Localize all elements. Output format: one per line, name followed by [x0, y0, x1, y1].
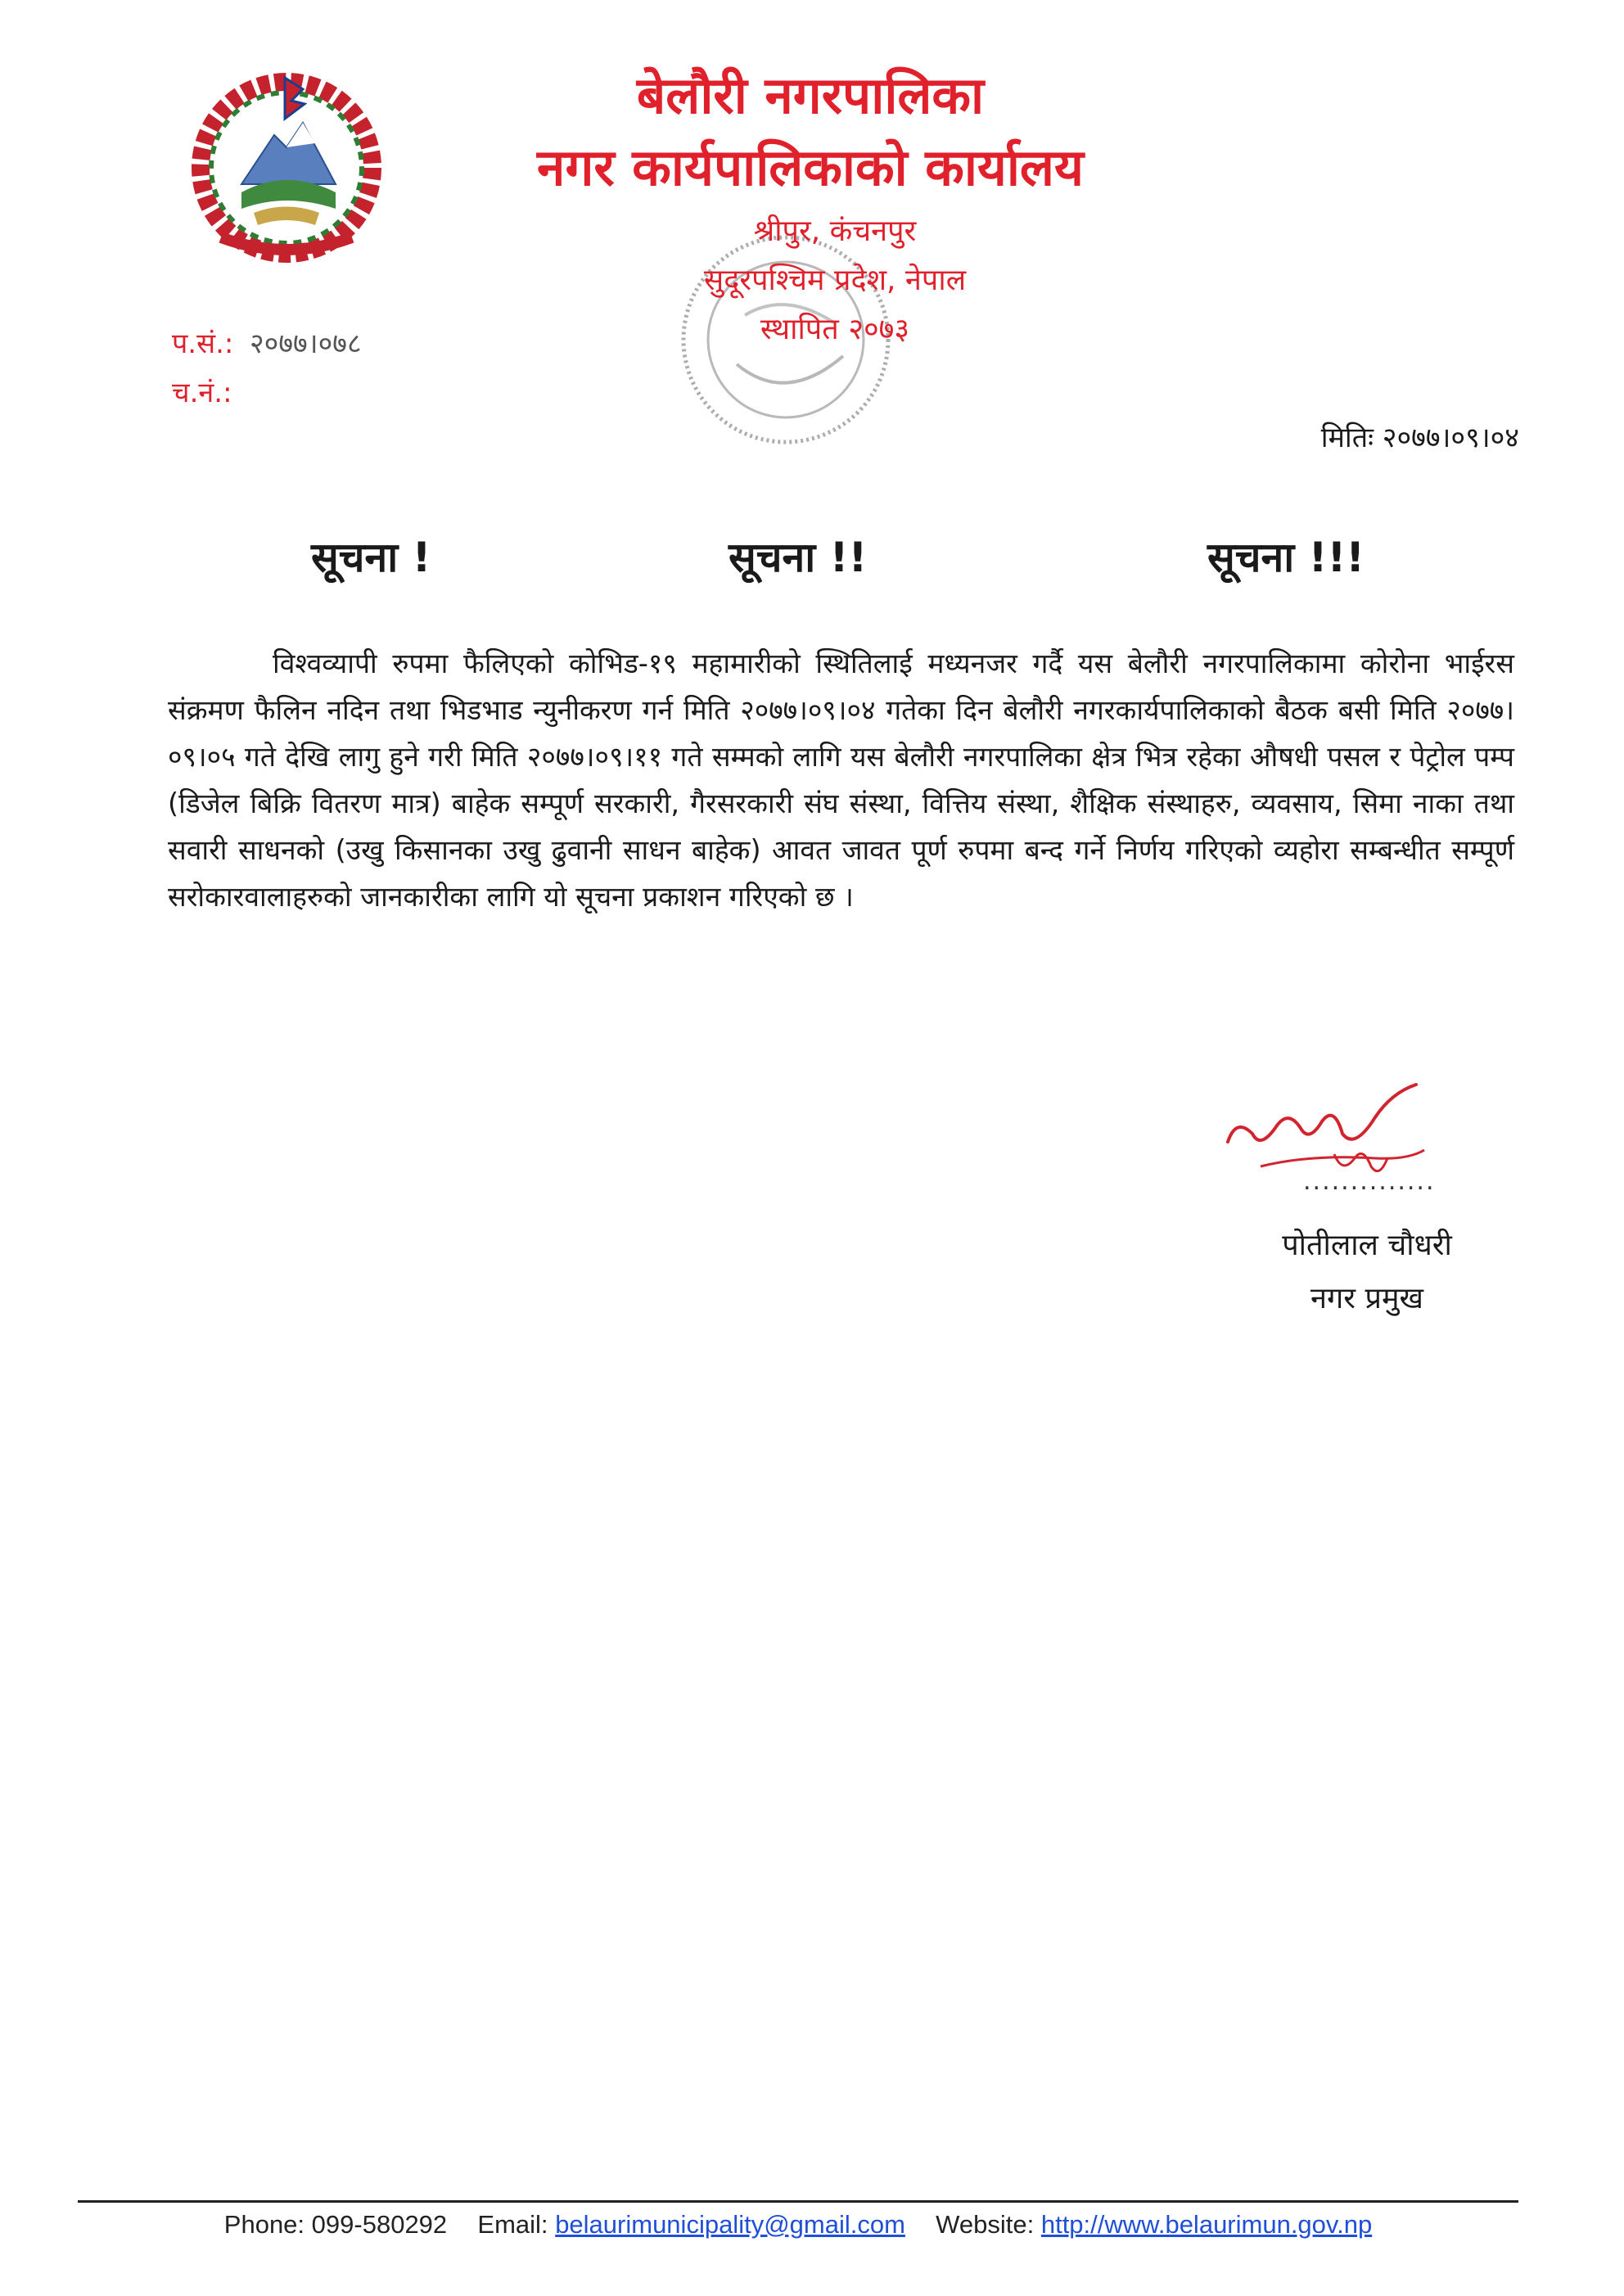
- nepal-emblem-icon: [164, 70, 409, 266]
- notice-heading-3: सूचना !!!: [1207, 534, 1365, 581]
- signature-icon: [1211, 1076, 1490, 1220]
- signatory-name: पोतीलाल चौधरी: [1282, 1229, 1452, 1262]
- org-name: बेलौरी नगरपालिका: [636, 65, 985, 125]
- notice-heading-2: सूचना !!: [729, 534, 868, 581]
- address-line-2: सुदूरपश्चिम प्रदेश, नेपाल: [703, 264, 967, 297]
- notice-heading-1: सूचना !: [311, 534, 431, 581]
- ps-value: २०७७।०७८: [250, 327, 362, 360]
- office-name: नगर कार्यपालिकाको कार्यालय: [537, 138, 1084, 197]
- phone-number: 099-580292: [311, 2210, 448, 2239]
- signatory-title: नगर प्रमुख: [1310, 1282, 1423, 1315]
- phone-label: Phone:: [223, 2210, 305, 2239]
- email-link[interactable]: belaurimunicipality@gmail.com: [555, 2210, 905, 2239]
- footer-contact: [78, 2210, 1518, 2240]
- footer-divider: [78, 2200, 1518, 2203]
- ps-label: प.सं.:: [172, 327, 234, 360]
- notice-body: विश्वव्यापी रुपमा फैलिएको कोभिड-१९ महामारीको स्थितिलाई मध्यनजर गर्दै यस बेलौरी नगरपालिकामा कोरोना भाईरस संक्रमण फैलिन नदिन तथा भिडभाड न्युनीकरण गर्न मिति २०७७।०९।०४ गतेका दिन बेलौरी नगरकार्यपालिकाको बैठक बसी मिति २०७७।०९।०५ गते देखि लागु हुने गरी मिति २०७७।०९।११ गते सम्मको लागि यस बेलौरी नगरपालिका क्षेत्र भित्र रहेका औषधी पसल र पेट्रोल पम्प (डिजेल बिक्रि वितरण मात्र) बाहेक सम्पूर्ण सरकारी, गैरसरकारी संघ संस्था, वित्तिय संस्था, शैक्षिक संस्थाहरु, व्यवसाय, सिमा नाका तथा सवारी साधनको (उखु किसानका उखु ढुवानी साधन बाहेक) आवत जावत पूर्ण रुपमा बन्द गर्ने निर्णय गरिएको व्यहोरा सम्बन्धीत सम्पूर्ण सरोकारवालाहरुको जानकारीका लागि यो सूचना प्रकाशन गरिएको छ ।: [168, 647, 1514, 913]
- signature-line: ..............: [1303, 1167, 1436, 1196]
- cn-label: च.नं.:: [172, 377, 232, 409]
- notice-date: मितिः २०७७।०९।०४: [1320, 422, 1519, 454]
- website-link[interactable]: http://www.belaurimun.gov.np: [1040, 2210, 1373, 2239]
- email-label: Email:: [477, 2210, 548, 2239]
- website-label: Website:: [936, 2210, 1035, 2239]
- address-line-1: श्रीपुर, कंचनपुर: [753, 214, 917, 248]
- established-year: स्थापित २०७३: [760, 313, 910, 346]
